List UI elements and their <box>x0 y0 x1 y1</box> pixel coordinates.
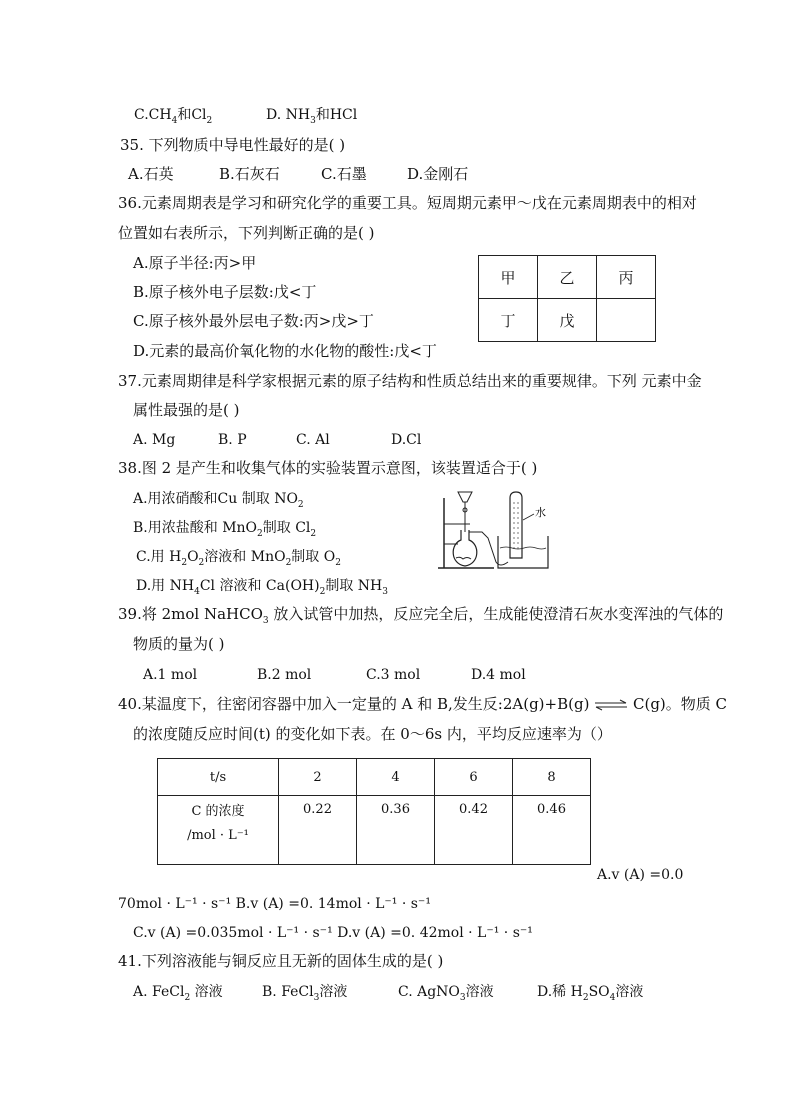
q41-stem: 41.下列溶液能与铜反应且无新的固体生成的是( ) <box>118 952 444 970</box>
q36-option-d: D.元素的最高价氧化物的水化物的酸性:戊<丁 <box>133 342 437 360</box>
table-header-4: 4 <box>357 759 435 796</box>
table-cell-jia: 甲 <box>479 256 538 299</box>
q37-option-a: A. Mg <box>133 432 176 448</box>
table-cell-yi: 乙 <box>538 256 597 299</box>
table-value-6: 0.42 <box>435 796 513 865</box>
q36-option-c: C.原子核外最外层电子数:丙>戊>丁 <box>133 312 374 330</box>
q36-option-a: A.原子半径:丙>甲 <box>133 254 257 272</box>
q41-option-d: D.稀 $H_2SO_4$溶液 <box>537 984 644 1003</box>
q38-stem: 38.图 2 是产生和收集气体的实验装置示意图，该装置适合于( ) <box>118 459 538 477</box>
q39-option-c: C.3 mol <box>366 667 421 683</box>
q35-option-d: D.金刚石 <box>407 165 469 183</box>
table-cell-ding: 丁 <box>479 299 538 342</box>
table-value-8: 0.46 <box>513 796 591 865</box>
concentration-table <box>157 758 591 865</box>
equilibrium-arrow-icon <box>594 699 628 711</box>
table-header-2: 2 <box>279 759 357 796</box>
q37-stem-line1: 37.元素周期律是科学家根据元素的原子结构和性质总结出来的重要规律。下列 元素中金 <box>118 372 702 390</box>
q40-options-line3: 70mol · L⁻¹ · s⁻¹ B.v (A) =0. 14mol · L⁻¹ · s⁻¹ <box>118 896 431 912</box>
table-value-2: 0.22 <box>279 796 357 865</box>
table-header-6: 6 <box>435 759 513 796</box>
gas-apparatus-figure <box>436 488 556 574</box>
q37-stem-line2: 属性最强的是( ) <box>133 401 240 419</box>
table-header-t: t/s <box>158 759 279 796</box>
q38-option-d: D.用 $NH_4Cl$ 溶液和 $Ca(OH)_2$制取 $NH_3$ <box>136 578 388 597</box>
q39-stem-line2: 物质的量为( ) <box>133 635 225 653</box>
q36-stem-line1: 36.元素周期表是学习和研究化学的重要工具。短周期元素甲～戊在元素周期表中的相对 <box>118 194 697 212</box>
q37-option-d: D.Cl <box>391 432 422 448</box>
table-cell-bing: 丙 <box>597 256 656 299</box>
table-cell-wu: 戊 <box>538 299 597 342</box>
q40-options-line4: C.v (A) =0.035mol · L⁻¹ · s⁻¹ D.v (A) =0. 42mol · L⁻¹ · s⁻¹ <box>133 925 533 941</box>
q36-option-b: B.原子核外电子层数:戊<丁 <box>133 283 317 301</box>
q37-option-c: C. Al <box>296 432 330 448</box>
q35-stem: 35. 下列物质中导电性最好的是( ) <box>120 136 346 154</box>
q39-option-d: D.4 mol <box>471 667 526 683</box>
q36-stem-line2: 位置如右表所示，下列判断正确的是( ) <box>118 224 375 242</box>
q38-option-b: B.用浓盐酸和 MnO$_2$制取 $Cl_2$ <box>133 520 317 539</box>
table-cell-empty <box>597 299 656 342</box>
q38-option-c: C.用 $H_2O_2$溶液和 MnO$_2$制取 $O_2$ <box>136 549 341 568</box>
q40-stem-line2: 的浓度随反应时间(t) 的变化如下表。在 0～6s 内，平均反应速率为（） <box>133 725 612 743</box>
q39-option-a: A.1 mol <box>143 667 198 683</box>
q38-option-a: A.用浓硝酸和Cu 制取 $NO_2$ <box>133 491 304 510</box>
q41-option-a: A. FeCl$_2$ 溶液 <box>133 984 223 1003</box>
q35-option-a: A.石英 <box>128 165 174 183</box>
q39-stem-line1: 39.将 2mol NaHCO$_3$ 放入试管中加热，反应完全后，生成能使澄清石灰水变浑浊的气体的 <box>118 605 724 626</box>
q34-option-d: D. $NH_3$和HCl <box>266 107 358 126</box>
q34-option-c: $C.CH_4$和$Cl_2$ <box>134 107 213 126</box>
q41-option-c: C. AgNO$_3$溶液 <box>398 984 494 1003</box>
q35-option-c: C.石墨 <box>321 165 367 183</box>
q37-option-b: B. P <box>218 432 247 448</box>
table-header-8: 8 <box>513 759 591 796</box>
q39-option-b: B.2 mol <box>257 667 312 683</box>
q40-stem-line1: 40.某温度下，往密闭容器中加入一定量的 A 和 B,发生反:2A(g)+B(g) C(g)。物质 C <box>118 695 728 713</box>
table-value-4: 0.36 <box>357 796 435 865</box>
q41-option-b: B. FeCl$_3$溶液 <box>262 984 348 1003</box>
q40-option-a-start: A.v (A) =0.0 <box>597 867 684 883</box>
water-label: 水 <box>535 506 546 519</box>
q35-option-b: B.石灰石 <box>219 165 280 183</box>
periodic-position-table <box>478 255 656 342</box>
table-row-label: C 的浓度 /mol · L⁻¹ <box>158 796 279 865</box>
